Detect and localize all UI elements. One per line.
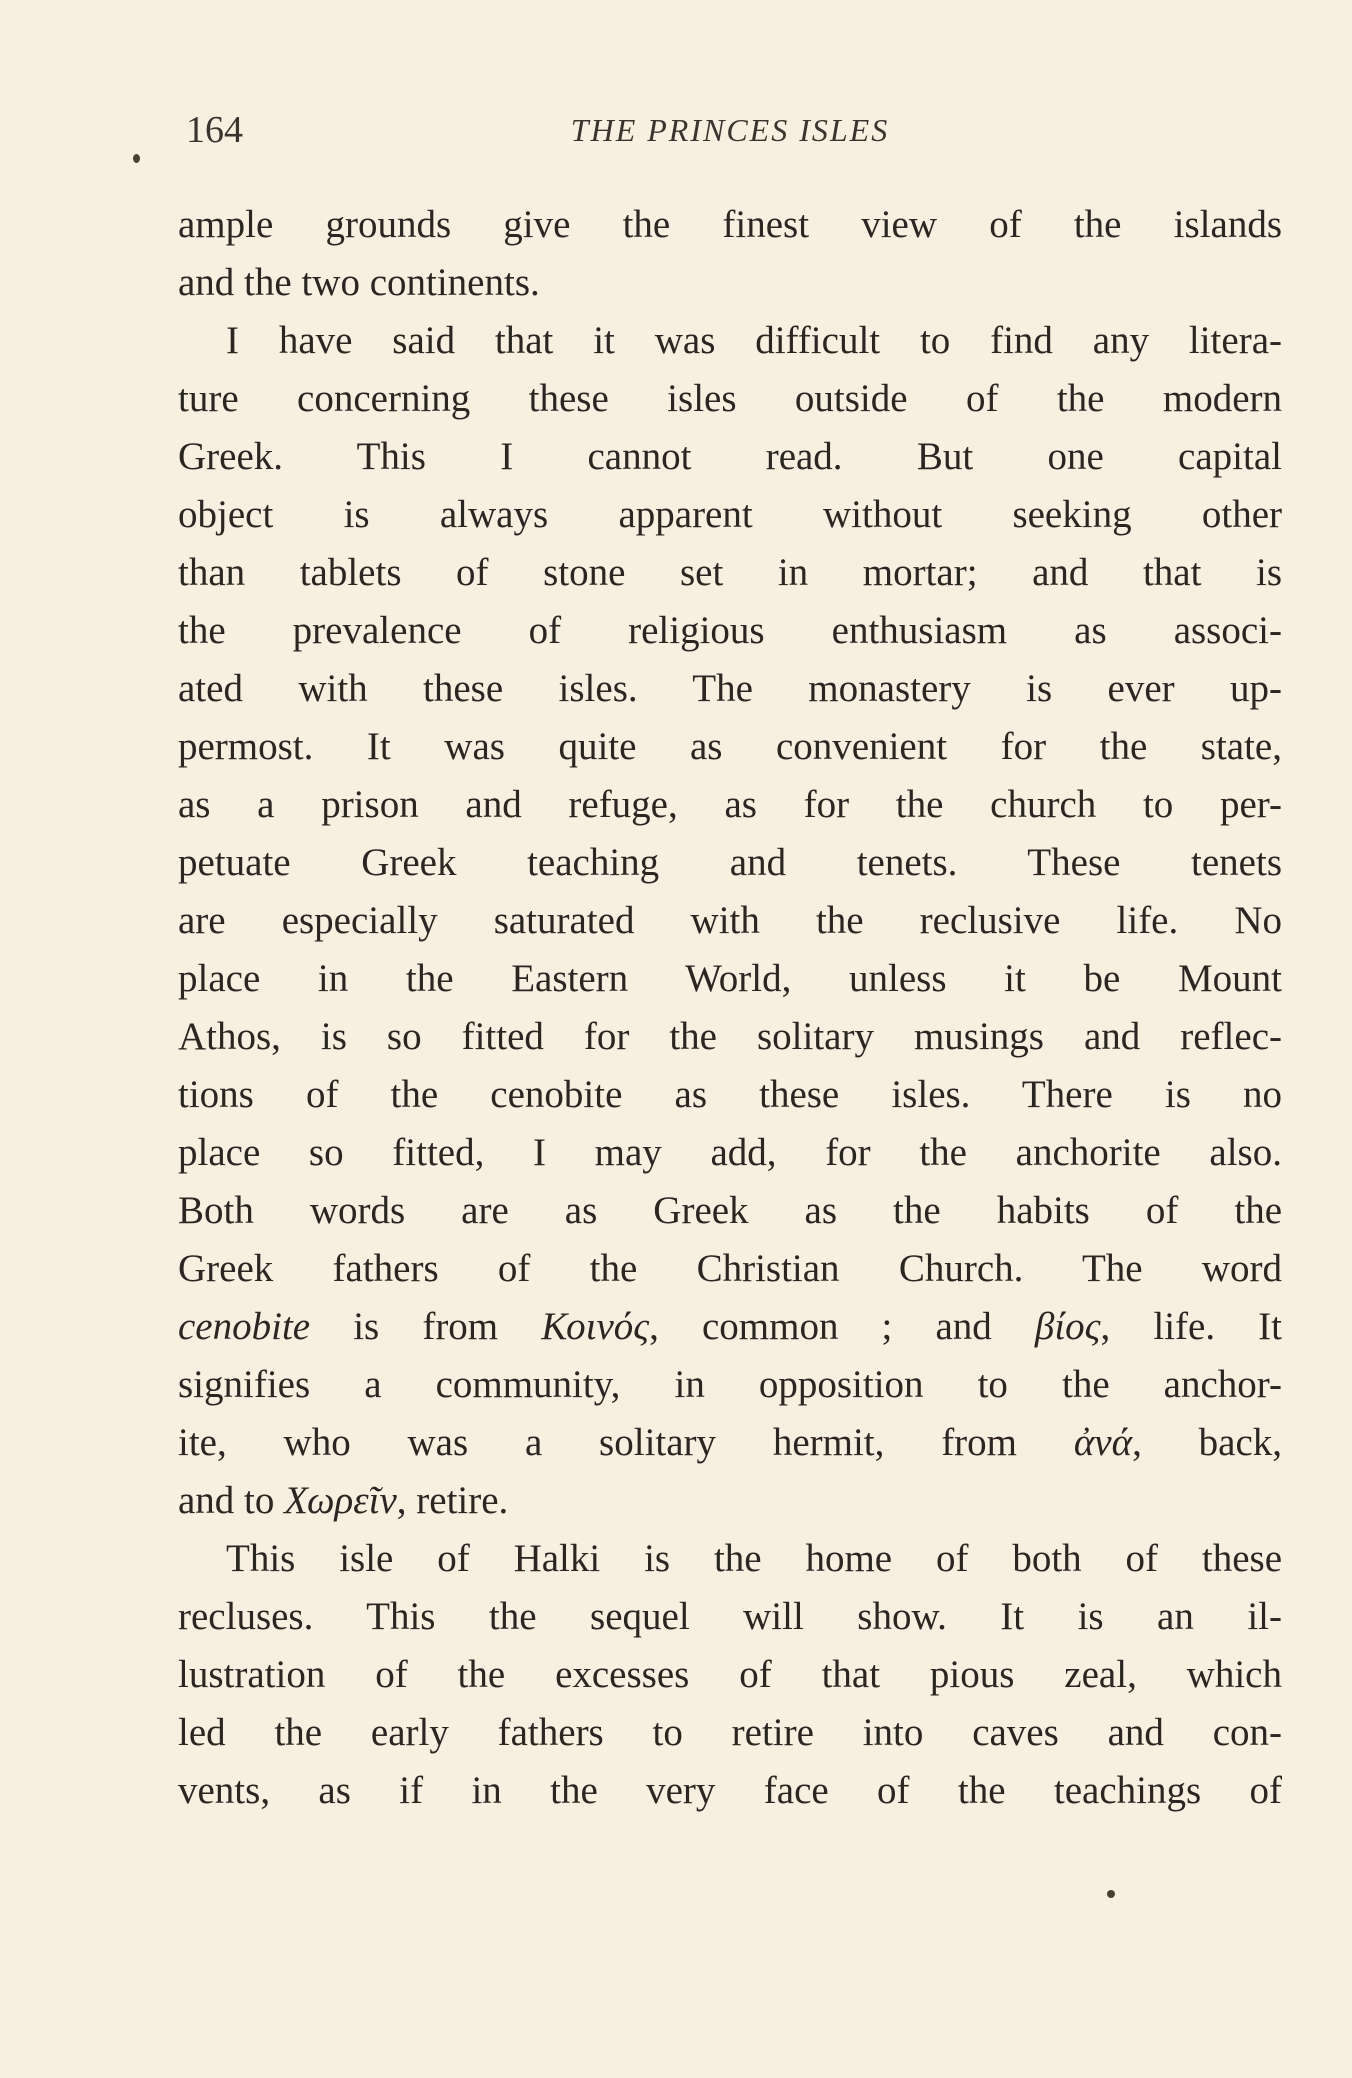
text-line: recluses. This the sequel will show. It is an il- bbox=[178, 1595, 1282, 1638]
text-line: place in the Eastern World, unless it be Mount bbox=[178, 957, 1282, 1000]
running-title: THE PRINCES ISLES bbox=[570, 112, 890, 148]
text-segment: , retire. bbox=[396, 1479, 509, 1522]
text-line: place so fitted, I may add, for the anchorite also. bbox=[178, 1131, 1282, 1174]
text-segment: is from bbox=[310, 1305, 542, 1348]
text-line: the prevalence of religious enthusiasm as associ- bbox=[178, 609, 1282, 652]
text-line: object is always apparent without seeking other bbox=[178, 493, 1282, 536]
text-line bbox=[178, 1414, 1282, 1472]
text-line: ated with these isles. The monastery is ever up- bbox=[178, 667, 1282, 710]
text-line: than tablets of stone set in mortar; and that is bbox=[178, 551, 1282, 594]
text-line: Greek fathers of the Christian Church. The word bbox=[178, 1247, 1282, 1290]
text-line: Both words are as Greek as the habits of the bbox=[178, 1189, 1282, 1232]
ink-speck bbox=[1107, 1890, 1115, 1898]
text-line: ture concerning these isles outside of the modern bbox=[178, 377, 1282, 420]
text-line bbox=[178, 1298, 1282, 1356]
text-line bbox=[178, 1472, 1282, 1530]
text-line: This isle of Halki is the home of both of these bbox=[226, 1537, 1282, 1580]
text-line: as a prison and refuge, as for the church to per- bbox=[178, 783, 1282, 826]
body-text bbox=[178, 196, 1282, 1820]
text-line: permost. It was quite as convenient for the state, bbox=[178, 725, 1282, 768]
italic-term: Χωρεῖν bbox=[284, 1479, 397, 1522]
text-line: lustration of the excesses of that pious zeal, which bbox=[178, 1653, 1282, 1696]
running-head bbox=[178, 100, 1282, 160]
text-line: led the early fathers to retire into caves and con- bbox=[178, 1711, 1282, 1754]
text-line: signifies a community, in opposition to the anchor- bbox=[178, 1363, 1282, 1406]
text-line: Greek. This I cannot read. But one capital bbox=[178, 435, 1282, 478]
text-line: tions of the cenobite as these isles. There is no bbox=[178, 1073, 1282, 1116]
ink-speck bbox=[133, 154, 140, 163]
text-line: and the two continents. bbox=[178, 261, 540, 304]
text-segment: ite, who was a solitary hermit, from bbox=[178, 1421, 1074, 1464]
text-segment: , common ; and bbox=[649, 1305, 1035, 1348]
italic-term: Κοινός bbox=[541, 1305, 650, 1348]
text-segment: , back, bbox=[1132, 1421, 1282, 1464]
page-number: 164 bbox=[186, 109, 243, 151]
text-line: I have said that it was difficult to find any litera- bbox=[226, 319, 1282, 362]
text-line: vents, as if in the very face of the teachings of bbox=[178, 1769, 1282, 1812]
text-line: petuate Greek teaching and tenets. These tenets bbox=[178, 841, 1282, 884]
text-line: Athos, is so fitted for the solitary musings and reflec- bbox=[178, 1015, 1282, 1058]
text-segment: , life. It bbox=[1100, 1305, 1282, 1348]
text-line: are especially saturated with the reclusive life. No bbox=[178, 899, 1282, 942]
text-line: ample grounds give the finest view of the islands bbox=[178, 203, 1282, 246]
italic-term: βίος bbox=[1034, 1305, 1101, 1348]
italic-term: ἀνά bbox=[1073, 1421, 1133, 1464]
text-segment: and to bbox=[178, 1479, 285, 1522]
italic-term: cenobite bbox=[178, 1305, 311, 1348]
